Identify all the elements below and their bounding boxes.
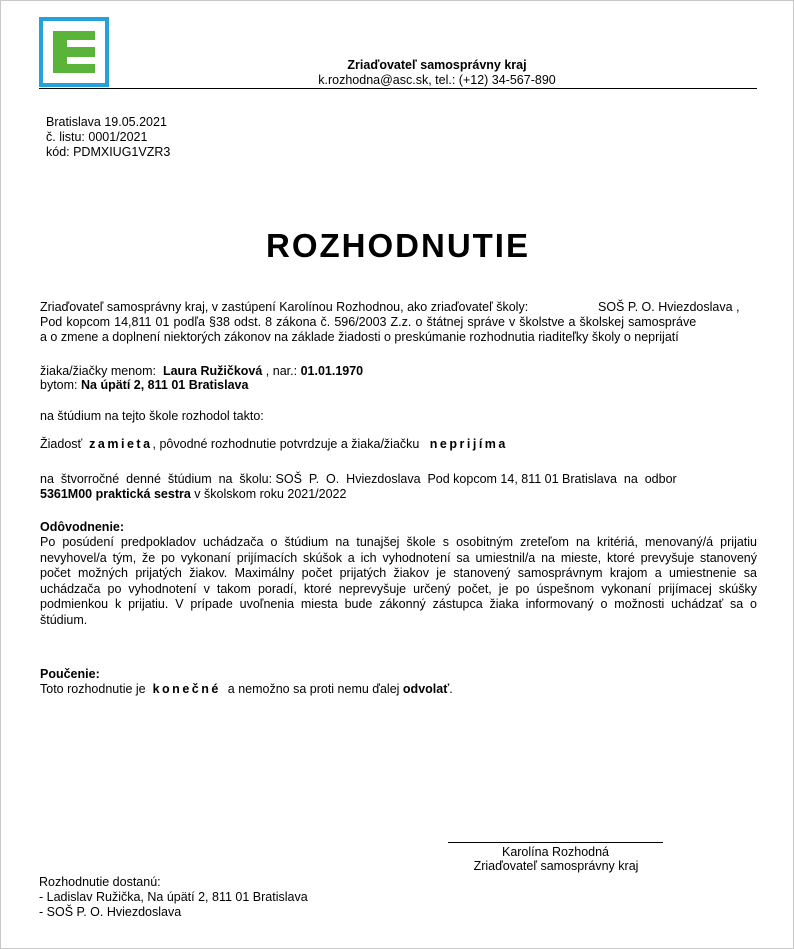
study-line-2 — [40, 487, 346, 501]
instruction-part-2: a nemožno sa proti nemu ďalej — [227, 682, 400, 696]
student-address: Na úpätí 2, 811 01 Bratislava — [81, 378, 249, 392]
signature-role: Zriaďovateľ samosprávny kraj — [473, 859, 639, 873]
recipients-heading: Rozhodnutie dostanú: — [39, 875, 161, 889]
intro-line-3: a o zmene a doplnení niektorých zákonov na základe žiadosti o preskúmanie rozhodnutia riaditeľky školy o neprijatí — [40, 330, 679, 344]
study-year: v školskom roku 2021/2022 — [194, 487, 347, 501]
instruction-line — [40, 682, 453, 696]
student-name-label: žiaka/žiačky menom: — [40, 364, 157, 378]
signature-name: Karolína Rozhodná — [501, 845, 610, 859]
student-born-label: , nar.: — [265, 364, 298, 378]
student-born: 01.01.1970 — [300, 364, 364, 378]
intro-text: Zriaďovateľ samosprávny kraj, v zastúpení Karolínou Rozhodnou, ako zriaďovateľ školy: — [40, 300, 529, 314]
school-name: SOŠ P. O. Hviezdoslava , — [598, 300, 740, 314]
recipient-item: - SOŠ P. O. Hviezdoslava — [39, 905, 182, 919]
intro-line-2: Pod kopcom 14,811 01 podľa §38 odst. 8 zákona č. 596/2003 Z.z. o štátnej správe v školstve a školskej samospráve — [40, 315, 697, 329]
instruction-end: . — [449, 682, 453, 696]
place-date: Bratislava 19.05.2021 — [46, 115, 167, 129]
instruction-appeal-word: odvolať — [402, 682, 450, 696]
student-line — [40, 364, 363, 378]
recipient-item: - Ladislav Ružička, Na úpätí 2, 811 01 Bratislava — [39, 890, 308, 904]
student-address-line — [40, 378, 248, 392]
decision-line — [40, 437, 508, 451]
signature-line — [448, 842, 663, 843]
instruction-final-word: konečné — [152, 682, 221, 696]
issuer-name: Zriaďovateľ samosprávny kraj — [347, 58, 527, 72]
instruction-part-1: Toto rozhodnutie je — [40, 682, 146, 696]
intro-line-1 — [40, 300, 528, 314]
reasoning-heading: Odôvodnenie: — [40, 520, 125, 534]
reasoning-text: Po posúdení predpokladov uchádzača o štúdium na tunajšej škole s osobitným zreteľom na kritériá, menovaný/á prijatiu nevyhovel/a tým, že po vykonaní prijímacích skúšok a ich vyhodnotení sa umiestnil/a na mieste, ktoré prevyšuje stanovený počet možných prijatých žiakov. Maximálny počet prijatých žiakov je stanovený samosprávnym krajom a umiestnenie sa uchádzača po vyhodnotení v takom poradí, ktoré neprevyšuje určený počet, je po úspešnom vykonaní prijímacej skúšky podmienkou k prijatiu. V prípade uvoľnenia miesta bude zákonný zástupca žiaka informovaný o možnosti uchádzať sa o štúdium. — [40, 535, 757, 627]
header-divider — [39, 88, 757, 89]
document-code: kód: PDMXIUG1VZR3 — [46, 145, 171, 159]
decision-part-1: Žiadosť — [40, 437, 83, 451]
decision-part-2: , pôvodné rozhodnutie potvrdzuje a žiaka/žiačku — [152, 437, 420, 451]
letter-number: č. listu: 0001/2021 — [46, 130, 148, 144]
decision-not-admit-word: neprijíma — [429, 437, 508, 451]
student-address-label: bytom: — [40, 378, 78, 392]
study-field: 5361M00 praktická sestra — [40, 487, 191, 501]
instruction-heading: Poučenie: — [40, 667, 100, 681]
issuer-contact: k.rozhodna@asc.sk, tel.: (+12) 34-567-890 — [318, 73, 556, 87]
document-title: ROZHODNUTIE — [266, 227, 530, 264]
decision-reject-word: zamieta — [89, 437, 153, 451]
decided-text: na štúdium na tejto škole rozhodol takto: — [40, 409, 264, 423]
study-line-1: na štvorročné denné štúdium na školu: SOŠ P. O. Hviezdoslava Pod kopcom 14, 811 01 Bratislava na odbor — [40, 472, 677, 486]
student-name: Laura Ružičková — [162, 364, 263, 378]
